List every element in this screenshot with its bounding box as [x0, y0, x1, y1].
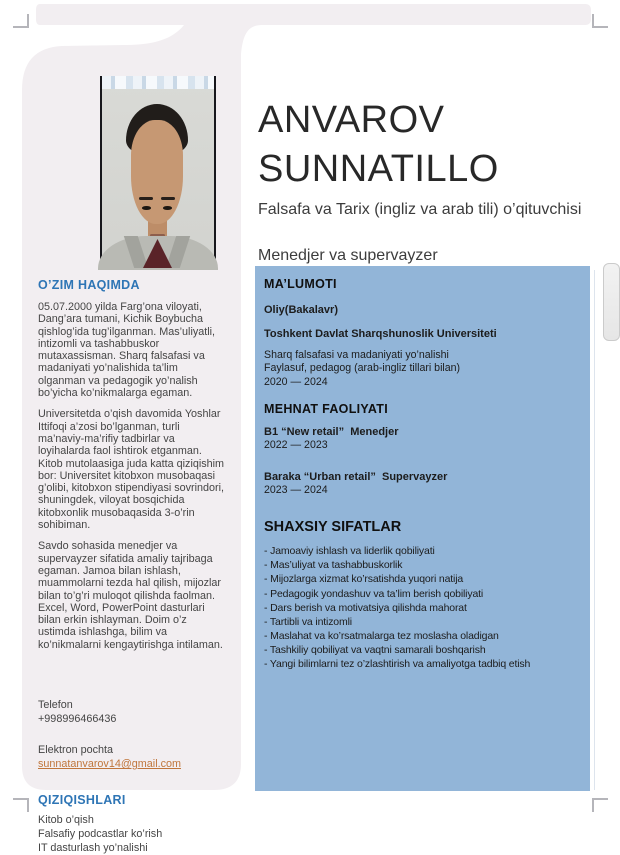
- education-details: [264, 349, 581, 389]
- phone-number: +998996466436: [38, 713, 117, 726]
- eye-right: [163, 206, 172, 210]
- about-paragraph: Universitetda o’qish davomida Yoshlar Ittifoqi a’zosi bo’lganman, turli ma’naviy-ma’rifiy tadbirlar va loyihalarda faol ishtirok etganman. Kitob mutolaasiga juda katta qiziqishim bor: Universitet kitobxon musobaqasi g’olibi, kitobxon stipendiyasi sovrindori, shuningdek, viloyat bosqichida kitobxonlik musobaqasida 3-o’rin sohibiman.: [38, 408, 225, 532]
- page-title: [258, 96, 593, 194]
- work-heading: MEHNAT FAOLIYATI: [264, 402, 389, 417]
- skill-item: - Tartibli va intizomli: [264, 615, 352, 628]
- photo-scan-glitch: [102, 76, 214, 89]
- job-list: [264, 426, 581, 506]
- sidebar: [38, 278, 226, 855]
- interests-heading: QIZIQISHLARI: [38, 793, 126, 808]
- skill-item: - Yangi bilimlarni tez o’zlashtirish va amaliyotga tadbiq etish: [264, 657, 531, 670]
- interest-item: Falsafiy podcastlar ko’rish: [38, 827, 163, 840]
- profession-subtitle: Falsafa va Tarix (ingliz va arab tili) o’qituvchisi: [258, 201, 582, 218]
- interest-item: IT dasturlash yo’nalishi: [38, 841, 148, 854]
- job-years: 2023 — 2024: [264, 484, 328, 497]
- education-detail-line: Faylasuf, pedagog (arab-ingliz tillari bilan): [264, 362, 461, 375]
- email-link[interactable]: sunnatanvarov14@gmail.com: [38, 758, 181, 771]
- email-label: Elektron pochta: [38, 744, 114, 757]
- skill-item: - Tashkiliy qobiliyat va vaqtni samarali boshqarish: [264, 643, 486, 656]
- about-paragraphs: [38, 301, 226, 651]
- skills-heading: SHAXSIY SIFATLAR: [264, 519, 402, 536]
- name-line-2: SUNNATILLO: [258, 148, 499, 190]
- skill-item: - Mas’uliyat va tashabbuskorlik: [264, 559, 403, 572]
- crop-mark-top-left: [13, 14, 29, 28]
- contact-block: [38, 698, 226, 771]
- eyebrow-left: [139, 197, 153, 200]
- phone-label: Telefon: [38, 699, 73, 712]
- job-title: B1 “New retail” Menedjer: [264, 426, 399, 439]
- interests-list: [38, 814, 226, 855]
- info-panel: [255, 266, 590, 791]
- skill-item: - Pedagogik yondashuv va ta’lim berish qobiliyati: [264, 587, 484, 600]
- about-paragraph: 05.07.2000 yilda Farg’ona viloyati, Dang’ara tumani, Kichik Boybucha qishlog’ida tug’ilganman. Mas’uliyatli, intizomli va tashabbuskor mutaxassisman. Sharq falsafasi va madaniyati yo’nalishida ta’lim olganman va pedagogik yo’nalish bo’yicha ko’nikmalarga egaman.: [38, 301, 216, 400]
- role-title: Menedjer va supervayzer: [258, 247, 438, 264]
- page-edge-line: [594, 270, 595, 790]
- education-detail-line: 2020 — 2024: [264, 375, 328, 388]
- eyebrow-right: [161, 197, 175, 200]
- name-line-1: ANVAROV: [258, 99, 445, 141]
- skill-item: - Maslahat va ko’rsatmalarga tez moslasha oladigan: [264, 629, 499, 642]
- skill-item: - Mijozlarga xizmat ko’rsatishda yuqori natija: [264, 573, 464, 586]
- profile-photo: [100, 76, 216, 268]
- job-years: 2022 — 2023: [264, 439, 328, 452]
- face-shape: [131, 120, 183, 224]
- education-university: Toshkent Davlat Sharqshunoslik Universiteti: [264, 328, 497, 340]
- skill-item: - Dars berish va motivatsiya qilishda mahorat: [264, 601, 467, 614]
- job-entry: [264, 426, 581, 461]
- interest-item: Kitob o’qish: [38, 814, 94, 827]
- education-degree: Oliy(Bakalavr): [264, 304, 338, 316]
- job-entry: [264, 471, 581, 506]
- education-detail-line: Sharq falsafasi va madaniyati yo’nalishi: [264, 349, 449, 361]
- eye-left: [142, 206, 151, 210]
- crop-mark-top-right: [592, 14, 608, 28]
- about-heading: O’ZIM HAQIMDA: [38, 278, 140, 292]
- about-paragraph: Savdo sohasida menedjer va supervayzer sifatida amaliy tajribaga egaman. Jamoa bilan ishlash, muammolarni tezda hal qilish, mijozlar bilan to’g’ri muloqot qilishda faolman. Excel, Word, PowerPoint dasturlari bilan erkin ishlayman. Doim o’z ustimda ishlashga, bilim va ko’nikmalarni kengaytirishga intilaman.: [38, 540, 223, 651]
- job-title: Baraka “Urban retail” Supervayzer: [264, 471, 448, 484]
- skill-list: [264, 544, 581, 671]
- crop-mark-bottom-left: [13, 798, 29, 812]
- skill-item: - Jamoaviy ishlash va liderlik qobiliyati: [264, 545, 435, 558]
- scrollbar-thumb[interactable]: [603, 263, 620, 341]
- crop-mark-bottom-right: [592, 798, 608, 812]
- education-heading: MA’LUMOTI: [264, 277, 337, 291]
